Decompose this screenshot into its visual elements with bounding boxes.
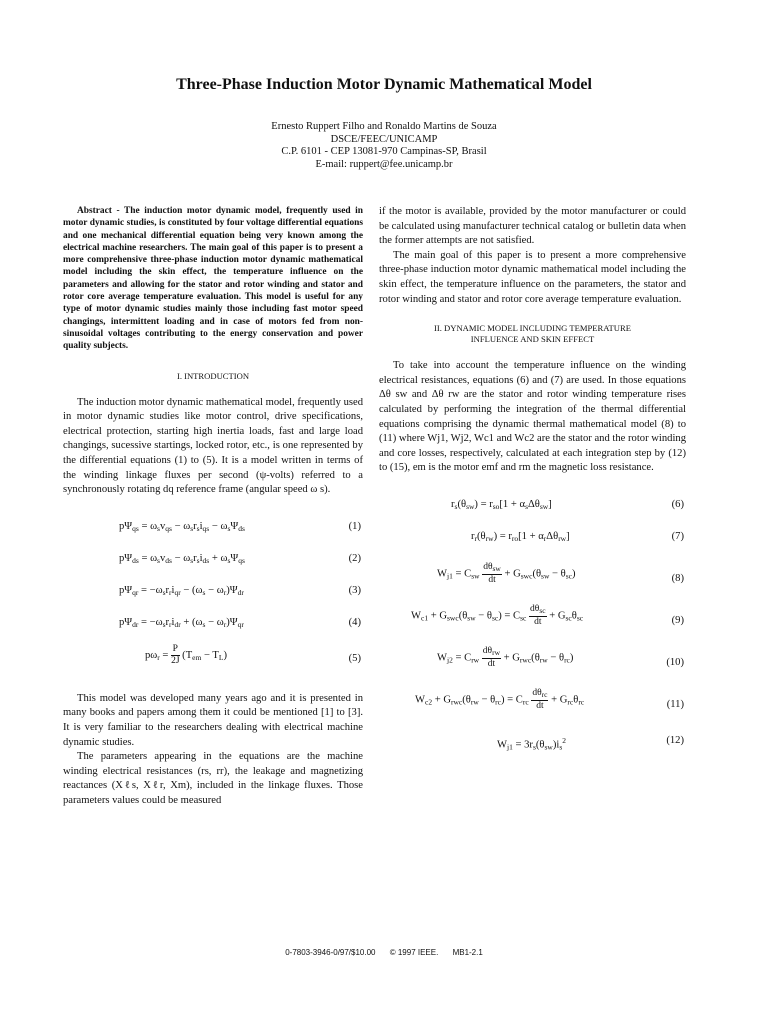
section-heading-introduction: I. INTRODUCTION bbox=[176, 370, 250, 381]
equation-6: $r_s(\theta_{sw}) = r_{so}[1 + \alpha_s\Delta\theta_{sw}]$ (6) bbox=[451, 498, 684, 511]
right-column bbox=[379, 205, 686, 760]
paragraph: if the motor is available, provided by the motor manufacturer or could be calculated using manufacturer technical catalog or bulletin data when the former attempts are not satisfied. bbox=[379, 206, 686, 247]
equation-number: (1) bbox=[348, 520, 361, 532]
section-heading-dynamic-model-cont: INFLUENCE AND SKIN EFFECT bbox=[470, 334, 595, 345]
equation-number: (9) bbox=[671, 614, 684, 626]
paper-title: Three-Phase Induction Motor Dynamic Mathematical Model bbox=[176, 76, 592, 93]
equation-5: $p\omega_r$ = $\frac{P}{2J}$ $(T_{em} - T_L)$ (5) bbox=[145, 643, 361, 666]
equation-number: (6) bbox=[671, 498, 684, 510]
equation-12: $W_{j1} = 3r_s(\theta_{sw})i_s^2$ (12) bbox=[497, 734, 684, 752]
affiliation: DSCE/FEEC/UNICAMP bbox=[330, 133, 438, 145]
equation-number: (2) bbox=[348, 552, 361, 564]
equation-1: $p\Psi_{qs} = \omega_sv_{qs} - \omega_sr_si_{qs} - \omega_s\Psi_{ds}$ (1) bbox=[119, 520, 361, 533]
abstract: Abstract - The induction motor dynamic model, frequently used in motor dynamic studies, is constituted by four voltage differential equations and one mechanical differential equation being very known among the electrical machine researchers. The main goal of this paper is to present a more comprehensive three-phase induction motor dynamic mathematical model including the skin effect, the temperature influence on the parameters and allowing for the stator and rotor winding and stator and rotor core average temperature evaluation. This model is useful for any type of motor dynamic studies mainly those including fast motor speed changings, intermittent loading and in case of motors fed from non-sinusoidal voltages contributing to the energy conservation and power quality subjects. bbox=[63, 206, 363, 352]
author-names: Ernesto Ruppert Filho and Ronaldo Martins de Souza bbox=[271, 121, 497, 132]
equation-8: $W_{j1} = C_{sw}$ $\frac{d\theta_{sw}}{dt}$ + $G_{swc}(\theta_{sw} - \theta_{sc})$ (8) bbox=[437, 561, 684, 585]
equation-9: $W_{c1} + G_{swc}(\theta_{sw} - \theta_{sc}) = C_{sc}$ $\frac{d\theta_{sc}}{dt}$ + $G_{sc}\theta_{sc}$ (9) bbox=[411, 603, 684, 627]
equation-11: $W_{c2} + G_{rwc}(\theta_{rw} - \theta_{rc}) = C_{rc}$ $\frac{d\theta_{rc}}{dt}$ + $G_{rc}\theta_{rc}$ (11) bbox=[415, 687, 684, 711]
equation-2: $p\Psi_{ds} = \omega_sv_{ds} - \omega_sr_si_{ds} + \omega_s\Psi_{qs}$ (2) bbox=[119, 552, 361, 565]
paragraph: The main goal of this paper is to present a more comprehensive three-phase induction motor dynamic mathematical model including the skin effect, the temperature influence on the parameters, the stator and rotor winding and stator and rotor core average temperature evaluation. bbox=[379, 249, 686, 305]
equation-number: (10) bbox=[666, 656, 684, 668]
equation-10: $W_{j2} = C_{rw}$ $\frac{d\theta_{rw}}{dt}$ + $G_{rwc}(\theta_{rw} - \theta_{rc})$ (10) bbox=[437, 645, 684, 669]
equation-7: $r_r(\theta_{rw}) = r_{ro}[1 + \alpha_r\Delta\theta_{rw}]$ (7) bbox=[471, 530, 684, 543]
equation-number: (11) bbox=[666, 698, 684, 710]
footer-copyright: © 1997 IEEE. bbox=[389, 948, 439, 957]
equation-number: (7) bbox=[671, 530, 684, 542]
equation-number: (3) bbox=[348, 584, 361, 596]
paragraph: The parameters appearing in the equations are the machine winding electrical resistances (rs, rr), the leakage and magnetizing reactances (Xℓs, Xℓr, Xm), included in the linkage fluxes. Those parameters values could be measured bbox=[63, 751, 363, 806]
footer-page-number: MB1-2.1 bbox=[452, 948, 483, 957]
paragraph: To take into account the temperature influence on the winding electrical resistances, equations (6) and (7) are used. In those equations Δθ sw and Δθ rw are the stator and rotor winding temperature rises calculated by performing the integration of the thermal differential equations comprising the dynamic thermal mathematical model (8) to (11) where Wj1, Wj2, Wc1 and Wc2 are the stator and the rotor winding and core losses, respectively, calculated at each integration step by (12) to (15), em is the motor emf and rm the magnetic loss resistance. bbox=[379, 360, 686, 474]
equation-4: $p\Psi_{dr} = -\omega_sr_ri_{dr} + (\omega_s - \omega_r)\Psi_{qr}$ (4) bbox=[119, 616, 361, 629]
equation-number: (12) bbox=[666, 734, 684, 746]
page-footer bbox=[0, 948, 768, 957]
equation-number: (5) bbox=[348, 652, 361, 664]
section-heading-dynamic-model: II. DYNAMIC MODEL INCLUDING TEMPERATURE bbox=[434, 323, 631, 334]
intro-paragraph: The induction motor dynamic mathematical model, frequently used in motor dynamic studies like motor control, drive specifications, electrical protection, starting high inertia loads, fast and large load changings, sucessive startings, locked rotor, etc., is one represented by the differential equations (1) to (5). It is a model written in terms of the winding linkage fluxes per second (ψ-volts) referred to a synchronously rotating dq reference frame (angular speed ω s). bbox=[63, 396, 363, 496]
equation-3: $p\Psi_{qr} = -\omega_sr_ri_{qr} - (\omega_s - \omega_r)\Psi_{dr}$ (3) bbox=[119, 584, 361, 597]
address: C.P. 6101 - CEP 13081-970 Campinas-SP, Brasil bbox=[281, 146, 487, 158]
equation-number: (8) bbox=[671, 572, 684, 584]
left-column bbox=[63, 205, 363, 808]
equation-number: (4) bbox=[348, 616, 361, 628]
footer-code: 0-7803-3946-0/97/$10.00 bbox=[285, 948, 376, 957]
paragraph: This model was developed many years ago and it is presented in many books and papers among them it could be mentioned [1] to [3]. It is very familiar to the researchers dealing with electrical machine dynamic studies. bbox=[63, 692, 363, 748]
author-block bbox=[0, 121, 768, 171]
email: E-mail: ruppert@fee.unicamp.br bbox=[315, 158, 453, 170]
